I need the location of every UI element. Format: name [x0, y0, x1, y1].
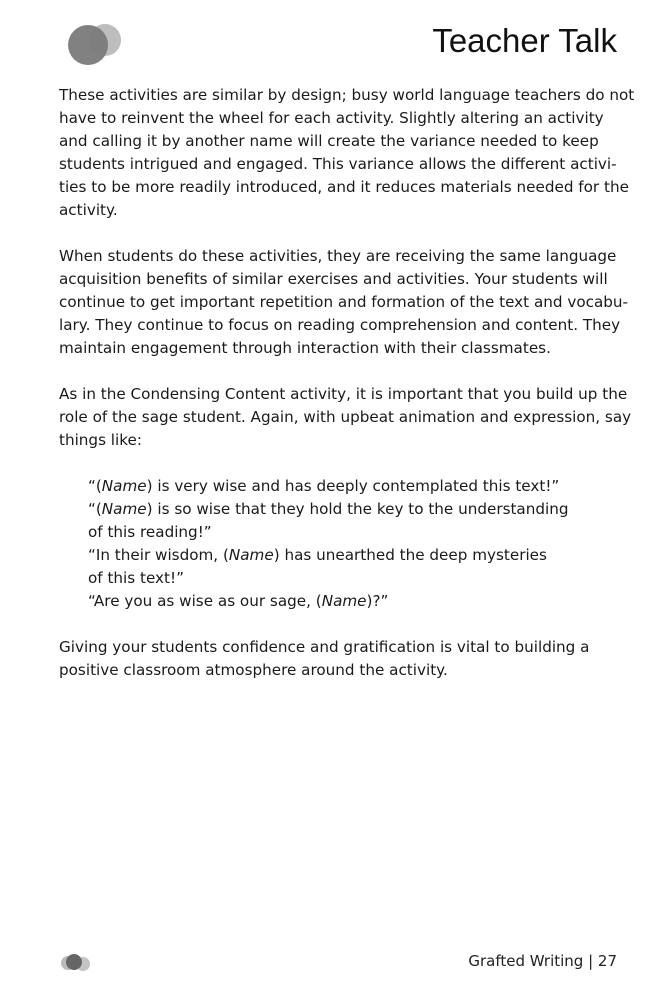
footer-logo-icon [60, 953, 92, 973]
text-line: role of the sage student. Again, with upbeat animation and expression, say [59, 408, 632, 426]
name-placeholder: Name [101, 477, 147, 495]
quote-line [88, 521, 629, 544]
quote-text: ) has unearthed the deep mysteries [273, 546, 547, 564]
text-line: ties to be more readily introduced, and it reduces materials needed for the [59, 178, 629, 196]
page-title: Teacher Talk [432, 22, 617, 59]
paragraph [59, 383, 632, 452]
text-line: maintain engagement through interaction with their classmates. [59, 339, 551, 357]
text-line: As in the Condensing Content activity, it is important that you build up the [59, 385, 628, 403]
page-footer: Grafted Writing | 27 [468, 952, 617, 970]
text-line: positive classroom atmosphere around the activity. [59, 661, 448, 679]
quote-text: )?” [366, 592, 389, 610]
quote-text: of this reading!” [88, 523, 212, 541]
name-placeholder: Name [321, 592, 367, 610]
text-line: lary. They continue to focus on reading comprehension and content. They [59, 316, 621, 334]
page-body [59, 84, 635, 682]
text-line: continue to get important repetition and formation of the text and vocabu- [59, 293, 629, 311]
name-placeholder: Name [228, 546, 274, 564]
text-line: activity. [59, 201, 118, 219]
text-line: When students do these activities, they are receiving the same language [59, 247, 617, 265]
name-placeholder: Name [101, 500, 147, 518]
quote-line [88, 590, 629, 613]
text-line: have to reinvent the wheel for each activity. Slightly altering an activity [59, 109, 604, 127]
quote-line [88, 498, 629, 521]
quote-text: of this text!” [88, 569, 184, 587]
paragraph [59, 84, 635, 222]
logo-circles-icon [66, 22, 126, 68]
text-line: acquisition benefits of similar exercises and activities. Your students will [59, 270, 608, 288]
quote-text: “( [88, 477, 102, 495]
text-line: Giving your students confidence and gratification is vital to building a [59, 638, 590, 656]
quote-line [88, 567, 629, 590]
text-line: students intrigued and engaged. This variance allows the different activi- [59, 155, 617, 173]
quote-text: “( [88, 500, 102, 518]
quote-text: ) is so wise that they hold the key to the understanding [146, 500, 569, 518]
text-line: things like: [59, 431, 142, 449]
closing-paragraph [59, 636, 629, 682]
quote-text: ) is very wise and has deeply contemplated this text!” [146, 477, 560, 495]
quote-text: “Are you as wise as our sage, ( [88, 592, 322, 610]
paragraph [59, 245, 629, 360]
text-line: and calling it by another name will create the variance needed to keep [59, 132, 599, 150]
quote-line [88, 475, 629, 498]
quote-text: “In their wisdom, ( [88, 546, 229, 564]
example-quotes [59, 475, 629, 613]
quote-line [88, 544, 629, 567]
text-line: These activities are similar by design; busy world language teachers do not [59, 86, 635, 104]
